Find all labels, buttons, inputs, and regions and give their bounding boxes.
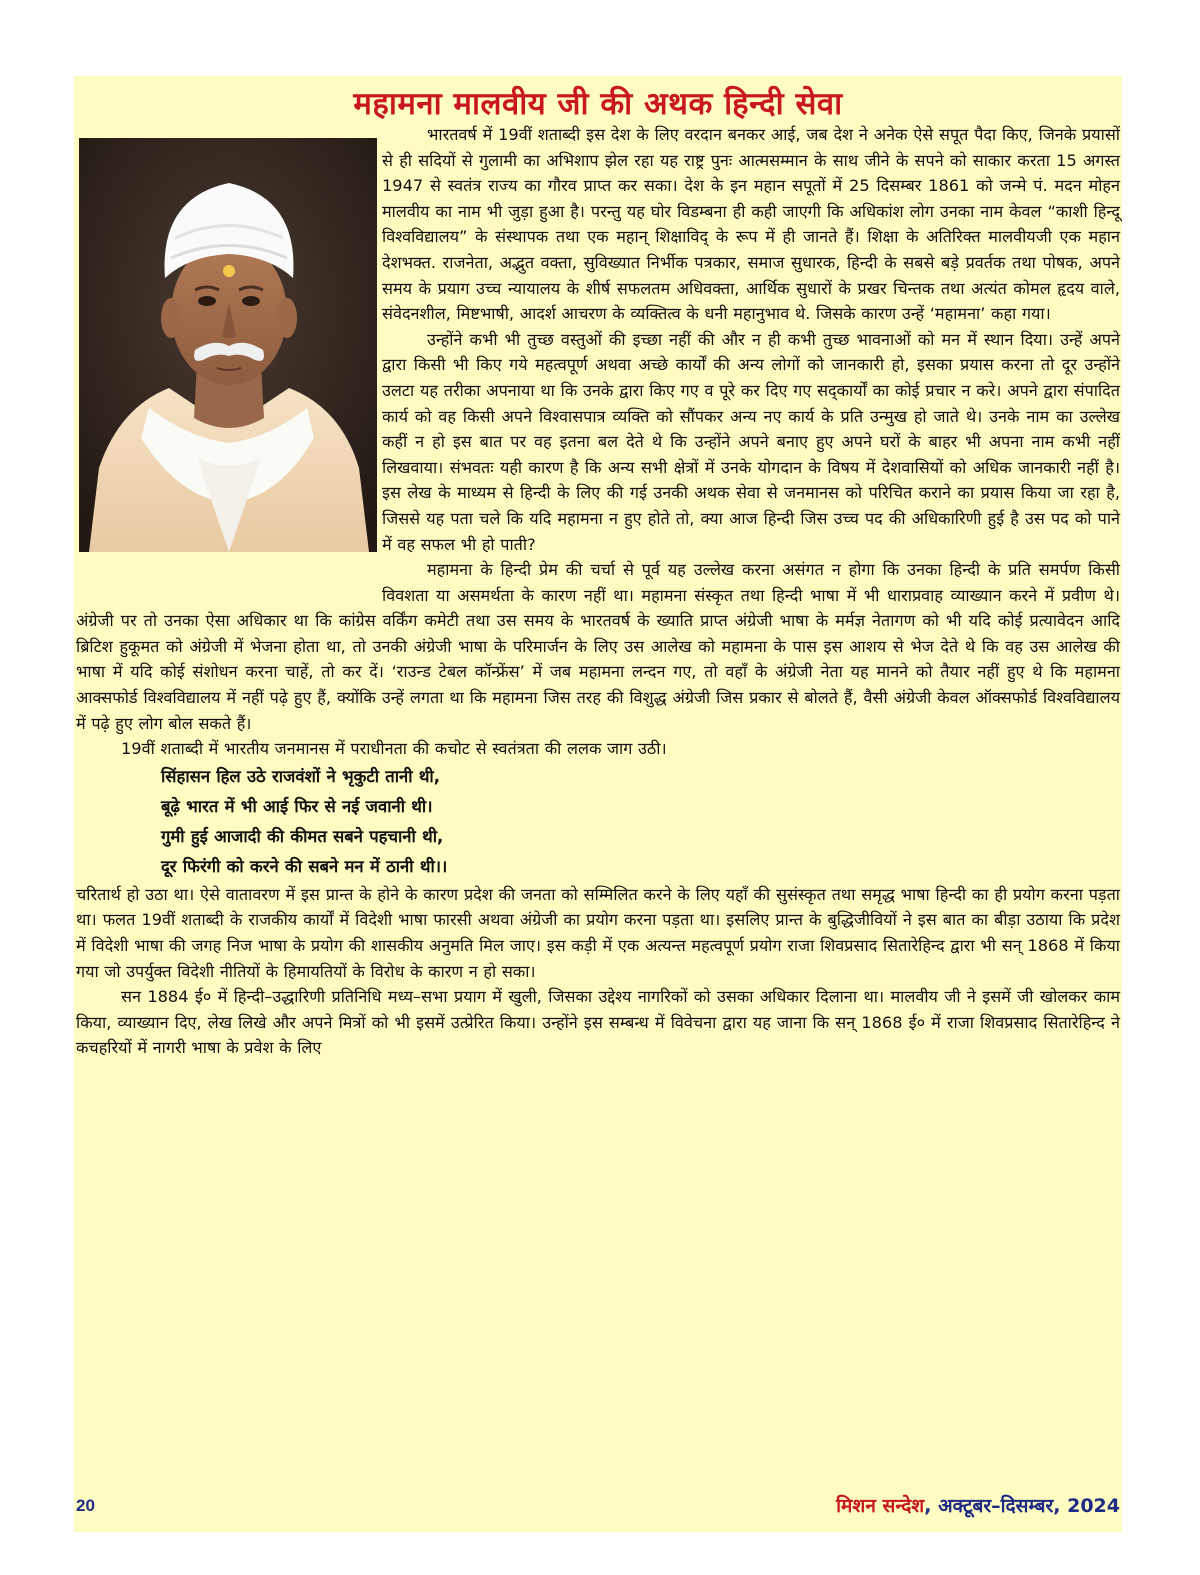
poem-line: गुमी हुई आजादी की कीमत सबने पहचानी थी, [161,826,444,846]
poem-line: दूर फिरंगी को करने की सबने मन में ठानी थी।। [161,856,448,876]
issue-date: , अक्टूबर–दिसम्बर, 2024 [924,1495,1120,1517]
poem [161,762,1120,882]
paragraph-6: सन 1884 ई० में हिन्दी–उद्धारिणी प्रतिनिधि मध्य–सभा प्रयाग में खुली, जिसका उद्देश्य नागरिकों को उसका अधिकार दिलाना था। मालवीय जी ने इसमें जी खोलकर काम किया, व्याख्यान दिए, लेख लिखे और अपने मित्रों को भी इसमें उत्प्रेरित किया। उन्होंने इस सम्बन्ध में विवेचना द्वारा यह जाना कि सन् 1868 ई० में राजा शिवप्रसाद सितारेहिन्द ने कचहरियों में नागरी भाषा के प्रवेश के लिए [76,987,1120,1058]
magazine-footer [836,1492,1120,1518]
paragraph-4: 19वीं शताब्दी में भारतीय जनमानस में पराधीनता की कचोट से स्वतंत्रता की ललक जाग उठी। [121,739,667,759]
poem-line: बूढ़े भारत में भी आई फिर से नई जवानी थी। [161,796,433,816]
magazine-name: मिशन सन्देश [836,1495,925,1517]
article-title: महामना मालवीय जी की अथक हिन्दी सेवा [353,86,843,122]
page-number: 20 [76,1496,95,1515]
article-body [76,122,1120,1061]
paragraph-5: चरितार्थ हो उठा था। ऐसे वातावरण में इस प्रान्त के होने के कारण प्रदेश की जनता को सम्मिलित करने के लिए यहाँ की सुसंस्कृत तथा समृद्ध भाषा हिन्दी का ही प्रयोग करना पड़ता था। फलत 19वीं शताब्दी के राजकीय कार्यों में विदेशी भाषा फारसी अथवा अंग्रेजी का प्रयोग करना पड़ता था। इसलिए प्रान्त के बुद्धिजीवियों ने इस बात का बीड़ा उठाया कि प्रदेश में विदेशी भाषा की जगह निज भाषा के प्रयोग की शासकीय अनुमति मिल जाए। इस कड़ी में एक अत्यन्त महत्वपूर्ण प्रयोग राजा शिवप्रसाद सितारेहिन्द द्वारा भी सन् 1868 में किया गया जो उपर्युक्त विदेशी नीतियों के हिमायतियों के विरोध के कारण न हो सका। [76,884,1120,981]
paragraph-3: महामना के हिन्दी प्रेम की चर्चा से पूर्व यह उल्लेख करना असंगत न होगा कि उनका हिन्दी के प्रति समर्पण किसी विवशता या असमर्थता के कारण नहीं था। महामना संस्कृत तथा हिन्दी भाषा में भी धाराप्रवाह व्याख्यान करने में प्रवीण थे। अंग्रेजी पर तो उनका ऐसा अधिकार था कि कांग्रेस वर्किंग कमेटी तथा उस समय के भारतवर्ष के ख्याति प्राप्त अंग्रेजी भाषा के मर्मज्ञ नेतागण को भी यदि कोई प्रत्यावेदन आदि ब्रिटिश हुकूमत को अंग्रेजी में भेजना होता था, तो उनकी अंग्रेजी भाषा के परिमार्जन के लिए उस आलेख को महामना के पास इस आशय से भेज देते थे कि वह उस आलेख की भाषा में यदि कोई संशोधन करना चाहें, तो कर दें। ‘राउन्ड टेबल कॉन्फ्रेंस’ में जब महामना लन्दन गए, तो वहाँ के अंग्रेजी नेता यह मानने को तैयार नहीं हुए थे कि महामना आक्सफोर्ड विश्वविद्यालय में नहीं पढ़े हुए हैं, क्योंकि उन्हें लगता था कि महामना जिस तरह की विशुद्ध अंग्रेजी जिस प्रकार से बोलते हैं, वैसी अंग्रेजी केवल ऑक्सफोर्ड विश्वविद्यालय में पढ़े हुए लोग बोल सकते हैं। [76,560,1120,733]
poem-line: सिंहासन हिल उठे राजवंशों ने भृकुटी तानी थी, [161,766,441,786]
paragraph-2: उन्होंने कभी भी तुच्छ वस्तुओं की इच्छा नहीं की और न ही कभी तुच्छ भावनाओं को मन में स्थान दिया। उन्हें अपने द्वारा किसी भी किए गये महत्वपूर्ण अथवा अच्छे कार्यों की अन्य लोगों को जानकारी हो, इसका प्रयास करना तो दूर उन्होंने उलटा यह तरीका अपनाया था कि उनके द्वारा किए गए व पूरे कर दिए गए सद्कार्यों का कोई प्रचार न करे। अपने द्वारा संपादित कार्य को वह किसी अपने विश्वासपात्र व्यक्ति को सौंपकर अन्य नए कार्य के प्रति उन्मुख हो जाते थे। उनके नाम का उल्लेख कहीं न हो इस बात पर वह इतना बल देते थे कि उन्होंने अपने बनाए हुए अपने घरों के बाहर भी अपना नाम कभी नहीं लिखवाया। संभवतः यही कारण है कि अन्य सभी क्षेत्रों में उनके योगदान के विषय में देशवासियों को अधिक जानकारी नहीं है। इस लेख के माध्यम से हिन्दी के लिए की गई उनकी अथक सेवा से जनमानस को परिचित कराने का प्रयास किया जा रहा है, जिससे यह पता चले कि यदि महामना न हुए होते तो, क्या आज हिन्दी जिस उच्च पद की अधिकारिणी हुई है उस पद को पाने में वह सफल भी हो पाती? [382,329,1120,554]
paragraph-1: भारतवर्ष में 19वीं शताब्दी इस देश के लिए वरदान बनकर आई, जब देश ने अनेक ऐसे सपूत पैदा किए, जिनके प्रयासों से ही सदियों से गुलामी का अभिशाप झेल रहा यह राष्ट्र पुनः आत्मसम्मान के साथ जीने के सपने को साकार करता 15 अगस्त 1947 से स्वतंत्र राज्य का गौरव प्राप्त कर सका। देश के इन महान सपूतों में 25 दिसम्बर 1861 को जन्मे पं. मदन मोहन मालवीय का नाम भी जुड़ा हुआ है। परन्तु यह घोर विडम्बना ही कही जाएगी कि अधिकांश लोग उनका नाम केवल “काशी हिन्दू विश्वविद्यालय” के संस्थापक तथा एक महान् शिक्षाविद् के रूप में ही जानते हैं। शिक्षा के अतिरिक्त मालवीयजी एक महान देशभक्त. राजनेता, अद्भुत वक्ता, सुविख्यात निर्भीक पत्रकार, समाज सुधारक, हिन्दी के सबसे बड़े प्रवर्तक तथा पोषक, अपने समय के प्रयाग उच्च न्यायालय के शीर्ष सफलतम अधिवक्ता, आर्थिक सुधारों के प्रखर चिन्तक तथा अत्यंत कोमल हृदय वाले, संवेदनशील, मिष्टभाषी, आदर्श आचरण के व्यक्तित्व के धनी महानुभाव थे. जिसके कारण उन्हें ‘महामना’ कहा गया। [382,125,1120,324]
article-page [74,76,1122,1532]
photo-spacer [76,122,382,588]
